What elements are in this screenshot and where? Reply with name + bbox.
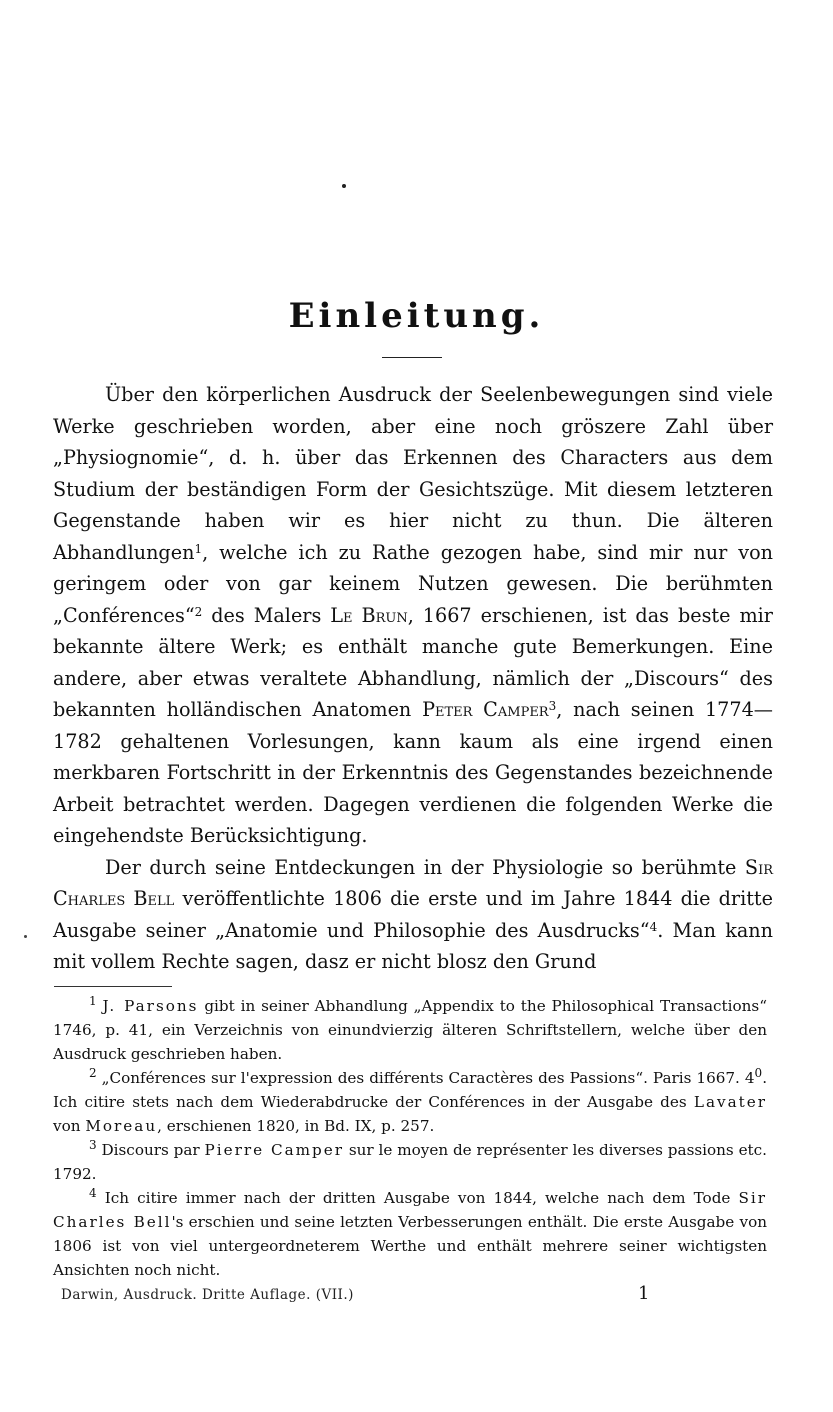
text-span: „Conférences sur l'expression des différents Caractères des Passions“. Paris 1667. 4: [101, 1069, 755, 1087]
speck-mark: [342, 184, 346, 188]
person-name: Moreau: [85, 1117, 158, 1135]
text-span: , nach seinen 1774—1782 gehaltenen Vorlesungen, kann kaum als eine irgend einen merkbaren Fortschritt in der Erkenntnis des Gegenstandes bezeichnende Arbeit betrachtet werden. Dagegen verdienen die folgenden Werke die eingehendste Berücksichtigung.: [53, 698, 773, 847]
footnote-rule: [54, 986, 172, 987]
person-name: Sir Charles Bell: [53, 855, 773, 910]
text-span: veröffentlichte 1806 die erste und im Jahre 1844 die dritte Ausgabe seiner „Anatomie und Philosophie des Ausdrucks“: [53, 887, 773, 942]
footnote-ref-1: 1: [194, 541, 203, 556]
paragraph-1: [53, 379, 773, 852]
footnote-ref-2: 2: [194, 604, 203, 619]
title-rule: [382, 357, 442, 358]
person-name: J. Parsons: [102, 997, 199, 1015]
text-span: . Ich citire stets nach dem Wiederabdrucke der Conférences in der Ausgabe des: [53, 1069, 768, 1111]
footnote-2: [53, 1066, 767, 1138]
paragraph-2: [53, 852, 773, 978]
text-span: Ich citire immer nach der dritten Ausgabe von 1844, welche nach dem Tode: [104, 1189, 739, 1207]
text-span: von: [53, 1117, 86, 1135]
degree-mark: 0: [754, 1066, 763, 1080]
footnote-number: 4: [89, 1186, 97, 1200]
footnote-4: [53, 1186, 767, 1282]
text-span: des Malers: [202, 603, 331, 627]
text-span: , erschienen 1820, in Bd. IX, p. 257.: [157, 1117, 435, 1135]
text-span: 's erschien und seine letzten Verbesserungen enthält. Die erste Ausgabe von 1806 ist von viel untergeordneterem Werthe und enthält mehrere seiner wichtigsten Ansichten noch nicht.: [53, 1213, 767, 1279]
person-name: Peter Camper: [422, 698, 549, 721]
footnote-1: [53, 994, 767, 1066]
footnote-number: 1: [89, 994, 97, 1008]
text-span: , welche ich zu Rathe gezogen habe, sind mir nur von geringem oder von gar keinem Nutzen gewesen. Die berühmten „Conférences“: [53, 540, 773, 627]
page-number: 1: [638, 1283, 650, 1304]
footnote-ref-4: 4: [649, 919, 658, 934]
body-text: [53, 379, 773, 978]
text-span: Der durch seine Entdeckungen in der Physiologie so berühmte: [105, 855, 745, 879]
person-name: Pierre Camper: [204, 1141, 344, 1159]
chapter-title: Einleitung.: [288, 296, 545, 336]
footnote-number: 2: [89, 1066, 97, 1080]
footnote-number: 3: [89, 1138, 97, 1152]
footnote-ref-3: 3: [548, 699, 557, 713]
text-span: sur le moyen de représenter les diverses passions etc. 1792.: [53, 1141, 767, 1183]
text-span: , 1667 erschienen, ist das beste mir bekannte ältere Werk; es enthält manche gute Bemerkungen. Eine andere, aber etwas veraltete Abhandlung, nämlich der „Discours“ des bekannten holländischen Anatomen: [53, 603, 773, 721]
person-name: Le Brun: [330, 603, 408, 627]
speck-mark-margin: [24, 935, 27, 938]
footnotes: [53, 994, 767, 1282]
text-span: Über den körperlichen Ausdruck der Seelenbewegungen sind viele Werke geschrieben worden, aber eine noch gröszere Zahl über „Physiognomie“, d. h. über das Erkennen des Characters aus dem Studium der beständigen Form der Gesichtszüge. Mit diesem letzteren Gegenstande haben wir es hier nicht zu thun. Die älteren Abhandlungen: [53, 383, 773, 564]
person-name: Lavater: [693, 1093, 767, 1111]
text-span: Discours par: [101, 1141, 205, 1159]
footnote-3: [53, 1138, 767, 1186]
text-span: . Man kann mit vollem Rechte sagen, dasz er nicht blosz den Grund: [53, 918, 773, 973]
person-name: Sir Charles Bell: [53, 1189, 768, 1231]
signature-line: Darwin, Ausdruck. Dritte Auflage. (VII.): [61, 1287, 354, 1303]
text-span: gibt in seiner Abhandlung „Appendix to the Philosophical Transactions“ 1746, p. 41, ein Verzeichnis von einundvierzig älteren Schriftstellern, welche über den Ausdruck geschrieben haben.: [53, 997, 767, 1063]
